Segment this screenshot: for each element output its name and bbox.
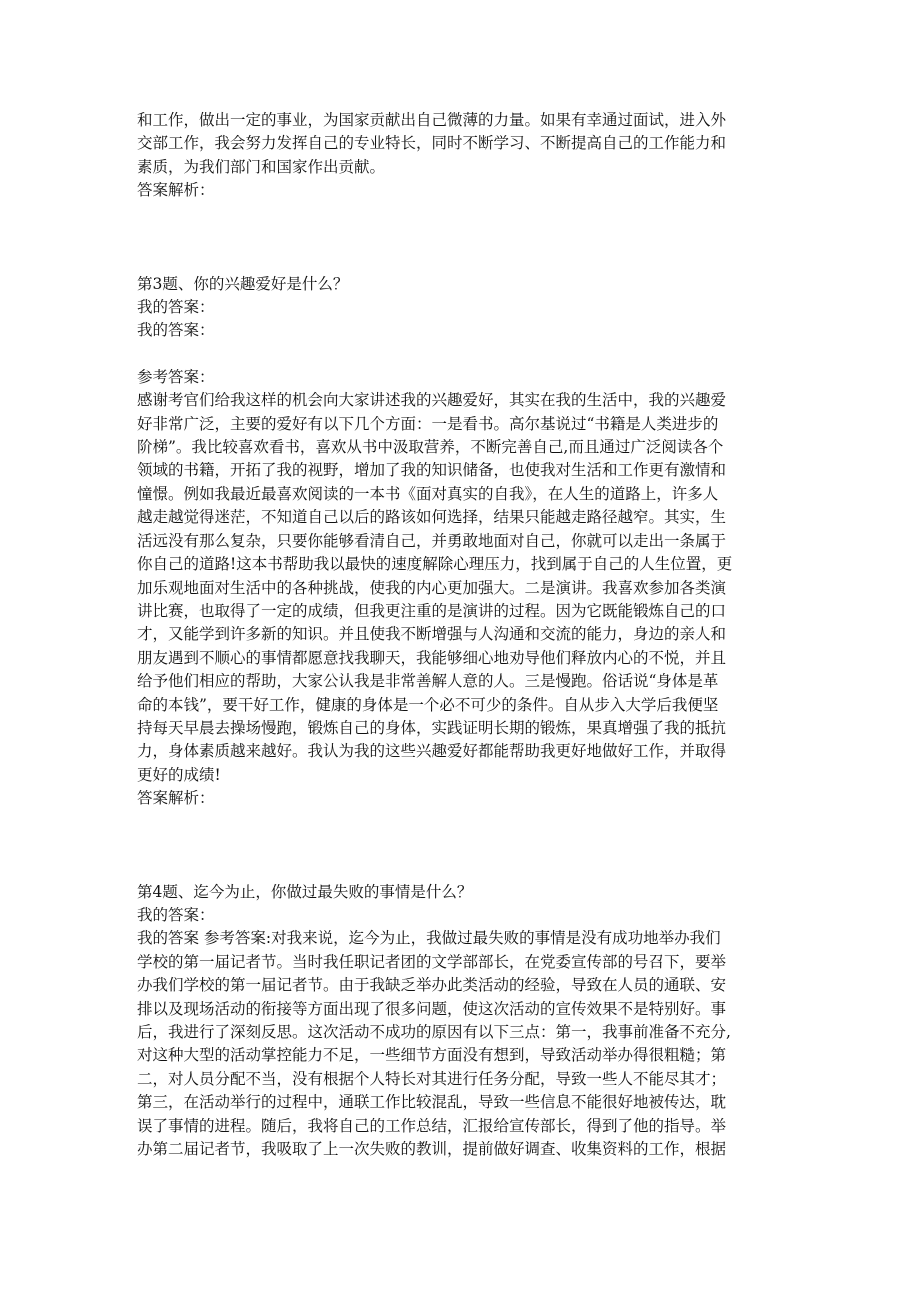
q4-answer-line: 二，对人员分配不当，没有根据个人特长对其进行任务分配，导致一些人不能尽其才；	[137, 1069, 727, 1088]
q4-title: 第4题、迄今为止，你做过最失败的事情是什么？	[137, 882, 473, 901]
q3-answer-line: 感谢考官们给我这样的机会向大家讲述我的兴趣爱好，其实在我的生活中，我的兴趣爱	[137, 391, 727, 410]
q3-answer-line: 领域的书籍，开拓了我的视野，增加了我的知识储备，也使我对生活和工作更有激情和	[137, 461, 727, 480]
q3-answer-line: 好非常广泛，主要的爱好有以下几个方面：一是看书。高尔基说过“书籍是人类进步的	[137, 414, 719, 433]
q3-answer-line: 越走越觉得迷茫，不知道自己以后的路该如何选择，结果只能越走路径越窄。其实，生	[137, 508, 727, 527]
q4-answer-line: 办我们学校的第一届记者节。由于我缺乏举办此类活动的经验，导致在人员的通联、安	[137, 976, 727, 995]
q3-analysis-label: 答案解析：	[137, 789, 215, 808]
q4-answer-line: 排以及现场活动的衔接等方面出现了很多问题，使这次活动的宣传效果不是特别好。事	[137, 999, 727, 1018]
q3-reference-label: 参考答案：	[137, 367, 215, 386]
q3-answer-line: 给予他们相应的帮助，大家公认我是非常善解人意的人。三是慢跑。俗话说“身体是革	[137, 672, 719, 691]
q3-my-answer: 我的答案：	[137, 321, 215, 340]
q3-answer-line: 朋友遇到不顺心的事情都愿意找我聊天，我能够细心地劝导他们释放内心的不悦，并且	[137, 648, 727, 667]
question-3	[137, 273, 785, 811]
intro-analysis-label: 答案解析：	[137, 181, 215, 200]
q3-answer-line: 活远没有那么复杂，只要你能够看清自己，并勇敢地面对自己，你就可以走出一条属于	[137, 531, 727, 550]
intro-paragraph	[137, 109, 785, 203]
q3-answer-line: 命的本钱”，要干好工作，健康的身体是一个必不可少的条件。自从步入大学后我便坚	[137, 695, 719, 714]
intro-line: 素质，为我们部门和国家作出贡献。	[137, 157, 386, 176]
q3-answer-line: 更好的成绩!	[137, 765, 221, 784]
q4-answer-line: 第三，在活动举行的过程中，通联工作比较混乱，导致一些信息不能很好地被传达，耽	[137, 1093, 727, 1112]
q3-answer-line: 力，身体素质越来越好。我认为我的这些兴趣爱好都能帮助我更好地做好工作，并取得	[137, 742, 727, 761]
q3-title: 第3题、你的兴趣爱好是什么？	[137, 274, 349, 293]
q4-answer-line: 学校的第一届记者节。当时我任职记者团的文学部部长，在党委宣传部的号召下，要举	[137, 952, 727, 971]
q3-answer-line: 才，又能学到许多新的知识。并且使我不断增强与人沟通和交流的能力，身边的亲人和	[137, 625, 727, 644]
q3-my-answer: 我的答案：	[137, 298, 215, 317]
intro-line: 和工作，做出一定的事业，为国家贡献出自己微薄的力量。如果有幸通过面试，进入外	[137, 111, 727, 129]
q3-answer-line: 你自己的道路!这本书帮助我以最快的速度解除心理压力，找到属于自己的人生位置，更	[137, 555, 733, 574]
intro-line: 交部工作，我会努力发挥自己的专业特长，同时不断学习、不断提高自己的工作能力和	[137, 134, 727, 153]
q3-answer-line: 憧憬。例如我最近最喜欢阅读的一本书《面对真实的自我》，在人生的道路上，许多人	[137, 484, 719, 503]
q4-answer-line: 对这种大型的活动掌控能力不足，一些细节方面没有想到，导致活动举办得很粗糙；第	[137, 1046, 727, 1065]
q4-answer-line: 我的答案 参考答案:对我来说，迄今为止，我做过最失败的事情是没有成功地举办我们	[137, 929, 721, 948]
q3-answer-line: 阶梯”。我比较喜欢看书，喜欢从书中汲取营养，不断完善自己,而且通过广泛阅读各个	[137, 438, 724, 457]
q4-answer-line: 办第二届记者节，我吸取了上一次失败的教训，提前做好调查、收集资料的工作，根据	[137, 1140, 727, 1159]
q4-answer-line: 后，我进行了深刻反思。这次活动不成功的原因有以下三点：第一，我事前准备不充分,	[137, 1023, 731, 1041]
document-page	[137, 109, 785, 1161]
q4-my-answer: 我的答案：	[137, 905, 215, 924]
q3-answer-line: 持每天早晨去操场慢跑，锻炼自己的身体，实践证明长期的锻炼，果真增强了我的抵抗	[137, 718, 727, 737]
question-4	[137, 881, 785, 1162]
q4-answer-line: 误了事情的进程。随后，我将自己的工作总结，汇报给宣传部长，得到了他的指导。举	[137, 1116, 727, 1135]
q3-answer-line: 加乐观地面对生活中的各种挑战，使我的内心更加强大。二是演讲。我喜欢参加各类演	[137, 578, 727, 597]
q3-answer-line: 讲比赛，也取得了一定的成绩，但我更注重的是演讲的过程。因为它既能锻炼自己的口	[137, 601, 727, 620]
